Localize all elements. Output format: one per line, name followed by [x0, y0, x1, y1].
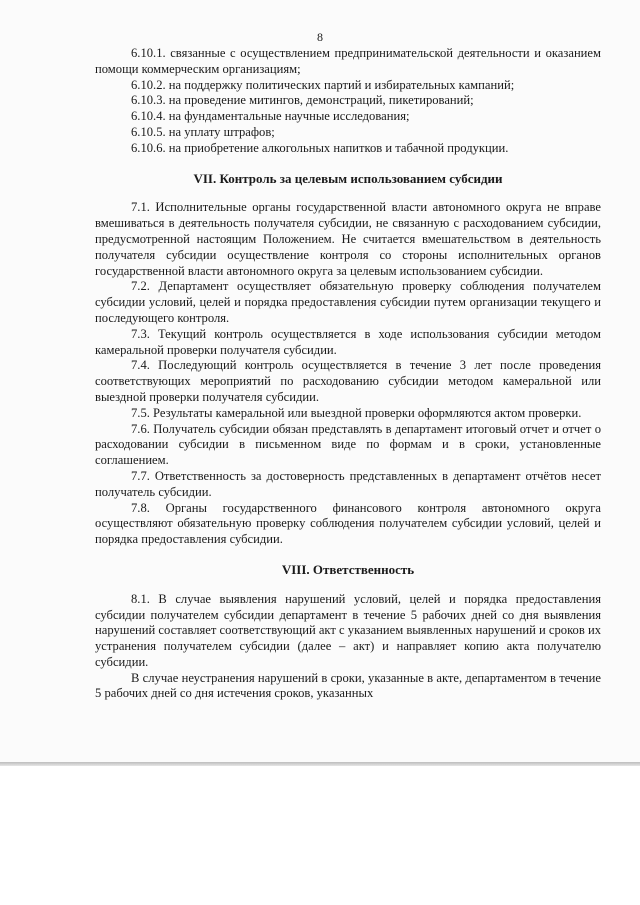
list-item-6-10-1: 6.10.1. связанные с осуществлением предпринимательской деятельности и оказанием помощи коммерческим организациям; — [95, 46, 601, 76]
paragraph-7-3: 7.3. Текущий контроль осуществляется в ходе использования субсидии методом камеральной проверки получателя субсидии. — [95, 326, 601, 357]
paragraph-8-1-cont: В случае неустранения нарушений в сроки, указанные в акте, департаментом в течение 5 рабочих дней со дня истечения сроков, указанных — [95, 670, 601, 701]
section-8-heading: VIII. Ответственность — [281, 561, 415, 577]
page-number: 8 — [317, 30, 323, 44]
document-body — [95, 46, 601, 702]
paragraph-7-5: 7.5. Результаты камеральной или выездной проверки оформляются актом проверки. — [131, 405, 582, 420]
list-item-6-10-6: 6.10.6. на приобретение алкогольных напитков и табачной продукции. — [131, 140, 509, 155]
paragraph-7-7: 7.7. Ответственность за достоверность представленных в департамент отчётов несет получатель субсидии. — [95, 468, 601, 499]
list-item-6-10-4: 6.10.4. на фундаментальные научные исследования; — [131, 109, 410, 124]
list-item-6-10-5: 6.10.5. на уплату штрафов; — [131, 124, 275, 139]
section-7-heading: VII. Контроль за целевым использованием субсидии — [193, 170, 503, 186]
paragraph-8-1: 8.1. В случае выявления нарушений условий, целей и порядка предоставления субсидии получателем субсидии департамент в течение 5 рабочих дней со дня выявления нарушений составляет соответствующий акт с указанием выявленных нарушений и сроков их устранения получателем субсидии (далее – акт) и направляет копию акта получателю субсидии. — [95, 591, 601, 669]
paragraph-7-8: 7.8. Органы государственного финансового контроля автономного округа осуществляют обязательную проверку соблюдения получателем субсидии условий, целей и порядка предоставления субсидии. — [95, 500, 601, 547]
scan-edge — [0, 762, 640, 766]
paragraph-7-2: 7.2. Департамент осуществляет обязательную проверку соблюдения получателем субсидии условий, целей и порядка предоставления субсидии путем организации текущего и последующего контроля. — [95, 279, 601, 325]
paragraph-7-1: 7.1. Исполнительные органы государственной власти автономного округа не вправе вмешиваться в деятельность получателя субсидии, не связанную с расходованием субсидии, предусмотренной настоящим Положением. Не считается вмешательством в деятельность получателя субсидии осуществление контроля со стороны исполнительных органов государственной власти автономного округа за целевым использованием субсидии. — [95, 200, 601, 278]
list-item-6-10-2: 6.10.2. на поддержку политических партий и избирательных кампаний; — [131, 77, 515, 92]
list-item-6-10-3: 6.10.3. на проведение митингов, демонстраций, пикетирований; — [131, 93, 474, 108]
paragraph-7-4: 7.4. Последующий контроль осуществляется в течение 3 лет после проведения соответствующих мероприятий по расходованию субсидии методом камеральной или выездной проверки получателя субсидии. — [95, 358, 601, 404]
paragraph-7-6: 7.6. Получатель субсидии обязан представлять в департамент итоговый отчет и отчет о расходовании субсидии в письменном виде по формам и в сроки, установленные соглашением. — [95, 421, 601, 468]
